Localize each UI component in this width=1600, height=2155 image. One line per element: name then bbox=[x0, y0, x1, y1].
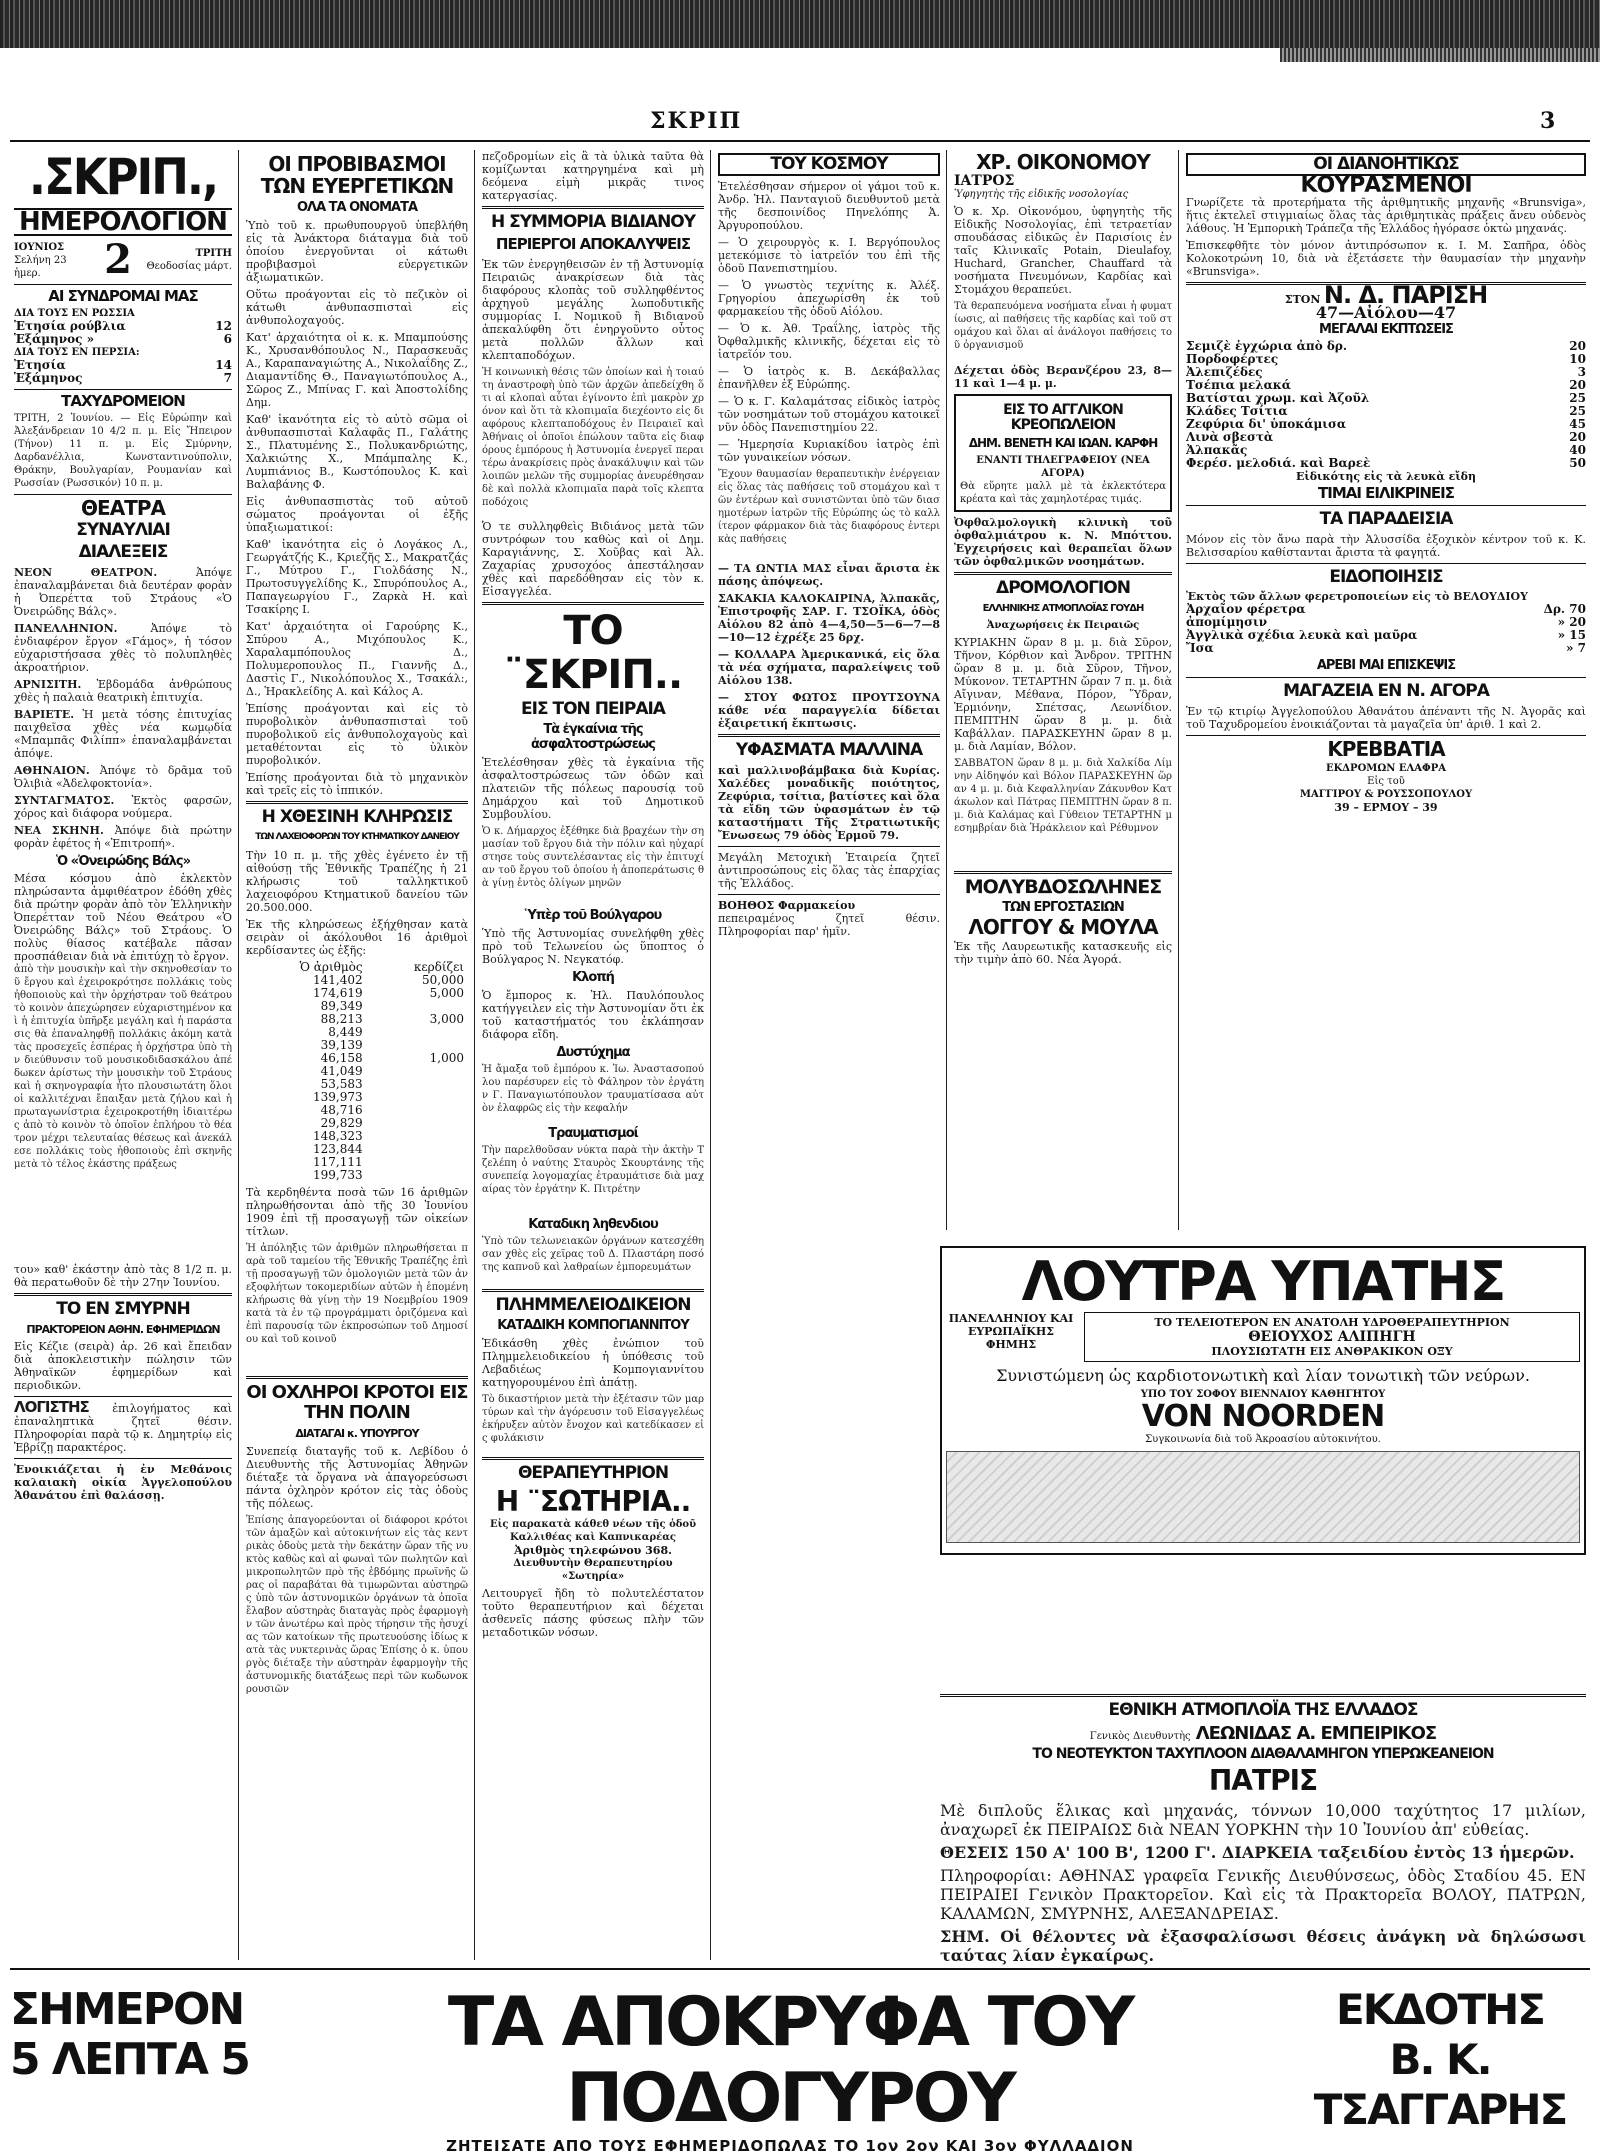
theatre-item bbox=[14, 678, 232, 704]
column-2 bbox=[246, 150, 468, 1960]
ad-line: — ΤΑ ΩΝΤΙΑ ΜΑΣ εἶναι ἄριστα ἐκ πάσης ἀπόψεως. bbox=[718, 562, 940, 588]
post-title: ΤΑΧΥΔΡΟΜΕΙΟΝ bbox=[61, 392, 185, 410]
beds-sub-2: Εἰς τοῦ bbox=[1367, 776, 1405, 787]
filler-text: Ὁ κ. Δήμαρχος ἐξέθηκε διὰ βραχέων τὴν σημασίαν τοῦ ἔργου διὰ τὴν πόλιν καὶ ηὐχαρίστησε τοὺς συντελέσαντας εἰς τὴν ἐπιτυχίαν τοῦ ἔργου τοῦ ὁποίου ἡ ἀποπεράτωσις θὰ γίνῃ ἐντὸς ὀλίγων μηνῶν bbox=[482, 826, 704, 889]
lottery-number: 148,323 bbox=[313, 1129, 363, 1143]
lottery-prize: 1,000 bbox=[429, 1051, 464, 1065]
smyrna-sub: ΠΡΑΚΤΟΡΕΙΟΝ ΑΘΗΝ. ΕΦΗΜΕΡΙΔΩΝ bbox=[26, 1323, 220, 1336]
beds-sub-3: ΜΑΓΓΙΡΟΥ & ΡΟΥΣΣΟΠΟΥΛΟΥ bbox=[1299, 789, 1473, 800]
header-rule bbox=[10, 140, 1590, 142]
court-title: ΠΛΗΜΜΕΛΕΙΟΔΙΚΕΙΟΝ bbox=[495, 1295, 691, 1315]
ship-text: ΚΥΡΙΑΚΗΝ ὥραν 8 μ. μ. διὰ Σῦρον, Τῆνον, Κόρθιον καὶ Ἄνδρον. ΤΡΙΤΗΝ ὥραν 8 μ. μ. διὰ Σῦρον, Τῆνον, Μύκονον. ΤΕΤΑΡΤΗΝ ὥραν 7 π. μ. διὰ Αἴγιναν, Μέθανα, Πόρον, Ὕδραν, Ἑρμιόνην, Σπέτσας, Λεωνίδιον. ΠΕΜΠΤΗΝ ὥραν 8 μ. μ. διὰ Καβάλλαν. ΠΑΡΑΣΚΕΥΗΝ ὥραν 8 μ. μ. διὰ Λαμίαν, Βόλον. bbox=[954, 636, 1172, 753]
price-row-value: 10 bbox=[1569, 352, 1586, 366]
services-title: ΟΙ ΔΙΑΝΟΗΤΙΚΩΣ bbox=[1186, 153, 1586, 176]
promotions-text-7: Κατ' ἀρχαιότητα οἱ Γαρούρης Κ., Σπύρου Α., Μιχόπουλος Κ., Χαραλαμπόπουλος Δ., Πολυμεροπουλος Π., Γιαννῆς Δ., Δαστὶς Γ., Νικολόπουλος Χ., Τσακάλ:, Δ., Ἡρακλείδης Α. καὶ Κάλος Α. bbox=[246, 620, 468, 698]
loutra-bottom: Συγκοινωνία διὰ τοῦ Ἀκροασίου αὐτοκινήτου. bbox=[1145, 1434, 1381, 1445]
price-row-value: 50 bbox=[1569, 456, 1586, 470]
subscription-row-value: 7 bbox=[223, 371, 232, 385]
ad-line: — ΣΤΟΥ ΦΩΤΟΣ ΠΡΟΥΤΣΟΥΝΑ κάθε νέα παραγγελία δίδεται ἐξαιρετική ἔκπτωσις. bbox=[718, 691, 940, 730]
theatre-name: ΑΡΝΙΣΙΤΗ. bbox=[14, 678, 97, 691]
paradise-text: Μόνον εἰς τὸν ἄνω παρὰ τὴν Ἀλυσσίδα ἐξοχικὸν κέντρον τοῦ κ. Κ. Βελισσαρίου καθίστανται ἄριστα τὰ φαγητά. bbox=[1186, 533, 1586, 559]
gang-title: Η ΣΥΜΜΟΡΙΑ ΒΙΔΙΑΝΟΥ bbox=[490, 212, 696, 232]
therap-name: Η ¨ΣΩΤΗΡΙΑ.. bbox=[495, 1485, 691, 1518]
lottery-prize: κερδίζει 50,000 bbox=[413, 960, 464, 987]
promotions-text-3: Κατ' ἀρχαιότητα οἱ κ. κ. Μπαμπούσης Κ., Χρυσανθόπουλος Ν., Παρασκευᾶς Α., Καραπαναγιώτης Α., Νικολαΐδης Ζ., Διαμαντίδης Θ., Παναγιωτόπουλος Α., Σῶρος Ζ., Μπίνας Γ. καὶ Ἀποστολίδης Δημ. bbox=[246, 331, 468, 409]
theatre-text: Ἀπόψε διὰ πρώτην φορὰν ἐφέτος ἡ «Ἐπιτροπή». bbox=[14, 824, 232, 850]
review-title: Ὁ «Ὀνειρώδης Βάλς» bbox=[56, 854, 190, 869]
pharm-text: πεπειραμένος ζητεῖ θέσιν. Πληροφορίαι παρ' ἡμῖν. bbox=[718, 912, 940, 938]
ship2-text: Μὲ διπλοῦς ἕλικας καὶ μηχανάς, τόννων 10,000 ταχύτητος 17 μιλίων, ἀναχωρεῖ ἐκ ΠΕΙΡΑΙΩΣ διὰ ΝΕΑΝ ΥΟΡΚΗΝ τὴν 10 Ἰουνίου ἀπ' εὐθείας. bbox=[940, 1801, 1586, 1839]
calendar-note-left: Σελήνη 23 ἡμερ. bbox=[14, 254, 67, 279]
theatre-name: ΝΕΑ ΣΚΗΝΗ. bbox=[14, 824, 115, 837]
ship-sub: ΕΛΛΗΝΙΚΗΣ ΑΤΜΟΠΛΟΪΑΣ ΓΟΥΔΗ bbox=[982, 603, 1144, 614]
noise-title: ΟΙ ΟΧΛΗΡΟΙ ΚΡΟΤΟΙ ΕΙΣ ΤΗΝ ΠΟΛΙΝ bbox=[246, 1382, 468, 1423]
notice-item: — Ὁ γνωστὸς τεχνίτης κ. Ἀλέξ. Γρηγορίου ἀπεχωρίσθη ἐκ τοῦ φαρμακείου τῆς ὁδοῦ Αἰόλου. bbox=[718, 279, 940, 318]
theatre-name: ΝΕΟΝ ΘΕΑΤΡΟΝ. bbox=[14, 566, 196, 579]
pipes-sub: ΤΩΝ ΕΡΓΟΣΤΑΣΙΩΝ bbox=[1002, 900, 1124, 915]
ad-loutra bbox=[940, 1240, 1586, 1555]
theatre-item bbox=[14, 622, 232, 674]
theatres-title: ΘΕΑΤΡΑ bbox=[81, 496, 165, 520]
theatre-item bbox=[14, 708, 232, 760]
services-sub: ΚΟΥΡΑΣΜΕΝΟΙ bbox=[1300, 173, 1472, 198]
butcher-text: Θὰ εὕρητε μαλλ μὲ τὰ ἐκλεκτότερα κρέατα καὶ τὰς χαμηλοτέρας τιμάς. bbox=[960, 481, 1166, 505]
notices-sub: Ἐκτὸς τῶν ἄλλων φερετροποιείων εἰς τὸ ΒΕΛΟΥΔΙΟΥ bbox=[1186, 590, 1528, 603]
theatre-item bbox=[14, 824, 232, 850]
notice-item: — Ὁ ἰατρὸς κ. Β. Δεκάβαλλας ἐπανῆλθεν ἐξ Εὐρώπης. bbox=[718, 365, 940, 391]
ship2-director-label: Γενικὸς Διευθυντὴς bbox=[1089, 1731, 1191, 1742]
ad-ship bbox=[940, 1690, 1586, 1969]
lottery-number: 88,213 bbox=[320, 1012, 363, 1026]
lottery-number: 174,619 bbox=[313, 986, 363, 1000]
lottery-number: 46,158 bbox=[320, 1051, 363, 1065]
lottery-number: 199,733 bbox=[313, 1168, 363, 1182]
lottery-number: Ὁ ἀριθμὸς 141,402 bbox=[299, 960, 363, 987]
subscription-row-label: Ἐτησία bbox=[14, 358, 66, 372]
promotions-text-2: Οὕτω προάγονται εἰς τὸ πεζικὸν οἱ κάτωθι ἀνθυπασπισταὶ εἰς ἀνθυπολοχαγούς. bbox=[246, 288, 468, 327]
subscription-row-label: Ἑξάμηνος » bbox=[14, 332, 95, 346]
lottery-text-2: Ἐκ τῆς κληρώσεως ἐξήχθησαν κατὰ σειρὰν οἱ ἀκόλουθοι 16 ἀριθμοὶ κερδίσαντες ὡς ἑξῆς: bbox=[246, 918, 468, 957]
shop-title: Ν. Δ. ΠΑΡΙΣΗ bbox=[1323, 281, 1488, 309]
school-text: Μεγάλη Μετοχικὴ Ἑταιρεία ζητεῖ ἀντιπροσώπους εἰς ὅλας τὰς ἐπαρχίας τῆς Ἑλλάδος. bbox=[718, 851, 940, 890]
lottery-number: 123,844 bbox=[313, 1142, 363, 1156]
shop-footer-2: ΤΙΜΑΙ ΕΙΛΙΚΡΙΝΕΙΣ bbox=[1318, 484, 1454, 502]
notice-item: — Ὁ χειρουργὸς κ. Ι. Βεργόπουλος μετεκόμισε τὸ ἰατρεῖόν του ἐπὶ τῆς ὁδοῦ Πανεπιστημίου. bbox=[718, 236, 940, 275]
doctor-text-2: Δέχεται ὁδὸς Βερανζέρου 23, 8—11 καὶ 1—4 μ. μ. bbox=[954, 364, 1172, 390]
subscription-row-value: 6 bbox=[223, 332, 232, 346]
lottery-prize bbox=[367, 1169, 468, 1182]
price-row-value: 45 bbox=[1569, 417, 1586, 431]
promotions-text-8: Ἐπίσης προάγονται καὶ εἰς τὸ πυροβολικὸν ἀνθυπασπισταὶ τοῦ πυροβολικοῦ εἰς ἀνθυπολοχαγοὺς καὶ μεταθέτονται εἰς τὸ ὑλικὸν πυροβολικόν. bbox=[246, 702, 468, 767]
banner-right-2: Β. Κ. ΤΣΑΓΓΑΡΗΣ bbox=[1313, 2035, 1567, 2134]
shop-prefix: ΣΤΟΝ bbox=[1284, 293, 1321, 306]
ship2-text-2: ΘΕΣΕΙΣ 150 Α' 100 Β', 1200 Γ'. ΔΙΑΡΚΕΙΑ ταξειδίου ἐντὸς 13 ἡμερῶν. bbox=[940, 1843, 1575, 1862]
services-text-2: Ἐπισκεφθῆτε τὸν μόνον ἀντιπρόσωπον κ. Ι. Μ. Σαπῆρα, ὁδὸς Κολοκοτρώνη 10, διὰ νὰ ἐξετάσετε τὴν θαυμασίαν τὴν μηχανὴν «Brunsviga». bbox=[1186, 239, 1586, 278]
stores-text: Ἐν τῷ κτιρίῳ Ἀγγελοπούλου Ἀθανάτου ἀπέναντι τῆς Ν. Ἀγορᾶς καὶ τοῦ Ταχυδρομείου ἐνοικιάζονται τὰ μαγαζεῖα ὑπ' ἀριθ. 1 καὶ 2. bbox=[1186, 705, 1586, 731]
filler-text: Τὰ θεραπευόμενα νοσήματα εἶναι ἡ φυματίωσις, αἱ παθήσεις τῆς καρδίας καὶ τοῦ στομάχου καὶ ὅλαι αἱ ἀνάλογοι παθήσεις τοῦ ὀργανισμοῦ bbox=[954, 301, 1172, 351]
ship2-sub: ΤΟ ΝΕΟΤΕΥΚΤΟΝ ΤΑΧΥΠΛΟΟΝ ΔΙΑΘΑΛΑΜΗΓΟΝ ΥΠΕΡΩΚΕΑΝΕΙΟΝ bbox=[1032, 1746, 1494, 1762]
boule-text: Ὑπὸ τῆς Ἀστυνομίας συνελήφθη χθὲς πρὸ τοῦ Τελωνείου ὡς ὕποπτος ὁ Βούλγαρος Ν. Νεγκατόφ. bbox=[482, 927, 704, 966]
loutra-right-1: ΤΟ ΤΕΛΕΙΟΤΕΡΟΝ ΕΝ ΑΝΑΤΟΛΗ ΥΔΡΟΘΕΡΑΠΕΥΤΗΡΙΟΝ bbox=[1154, 1316, 1510, 1329]
shop-footer: Εἰδικότης εἰς τὰ λευκὰ εἴδη bbox=[1295, 470, 1477, 483]
subscription-row-value: 14 bbox=[215, 358, 232, 372]
beds-sub: ΕΚΔΡΟΜΩΝ ΕΛΑΦΡΑ bbox=[1325, 763, 1447, 774]
lottery-text-3: Τὰ κερδηθέντα ποσὰ τῶν 16 ἀριθμῶν πληρωθήσονται ἀπὸ τῆς 30 Ἰουνίου 1909 ἐπὶ τῇ προσαγωγῇ τῶν οἰκείων τίτλων. bbox=[246, 1186, 468, 1238]
column-4 bbox=[718, 150, 940, 1230]
fabric-title: ΥΦΑΣΜΑΤΑ ΜΑΛΛΙΝΑ bbox=[735, 740, 923, 760]
fabric-text: καὶ μαλλινοβάμβακα διὰ Κυρίας. Χαλέδες μοναδικῆς ποιότητος, Ζεφύρια, τσίτια, βατίστες καὶ ὅλα τὰ εἴδη τῶν ὑφασμάτων ἐν τῷ καταστήματι Τῆς Στρατιωτικῆς Ἔνωσεως 79 ὁδὸς Ἑρμοῦ 79. bbox=[718, 764, 940, 842]
lottery-number: 29,829 bbox=[320, 1116, 363, 1130]
filler-text: Ἡ ἀπόληξις τῶν ἀριθμῶν πληρωθήσεται παρὰ τοῦ ταμείου τῆς Ἐθνικῆς Τραπέζης ἐπὶ τῇ προσαγωγῇ τῶν ὁμολογιῶν μετὰ τῶν ἀνεξοφλήτων τοκομεριδίων αὐτῶν ἡ ἑπομένη κλήρωσις θὰ γίνῃ τὴν 19 Νοεμβρίου 1909 κατὰ τὰ ἐν τῷ προγράμματι ὁριζόμενα καὶ ἐπὶ παρουσίᾳ τῶν ἐκπροσώπων τοῦ Δημοσίου καὶ τοῦ κοινοῦ bbox=[246, 1243, 468, 1345]
lottery-number: 41,049 bbox=[320, 1064, 363, 1078]
scan-top-band-2 bbox=[1280, 48, 1600, 62]
column-rule bbox=[474, 150, 475, 1960]
pipes-title: ΜΟΛΥΒΔΟΣΩΛΗΝΕΣ bbox=[964, 876, 1162, 898]
lottery-prize: 5,000 bbox=[429, 986, 464, 1000]
filler-text: Τὸ δικαστήριον μετὰ τὴν ἐξέτασιν τῶν μαρτύρων καὶ τὴν ἀγόρευσιν τοῦ Εἰσαγγελέως ἐκήρυξεν αὐτὸν ἔνοχον καὶ κατεδίκασεν εἰς φυλάκισιν bbox=[482, 1394, 704, 1444]
ship2-name: ΠΑΤΡΙΣ bbox=[1208, 1764, 1318, 1797]
injury-title: Τραυματισμοί bbox=[548, 1126, 638, 1141]
price-row-label: Ἀλεπιζέδες bbox=[1186, 365, 1263, 379]
butcher-sub: ΔΗΜ. ΒΕΝΕΤΗ ΚΑΙ ΙΩΑΝ. ΚΑΡΦΗ bbox=[968, 436, 1158, 450]
lottery-table bbox=[246, 961, 468, 1182]
doctor-sub: ΙΑΤΡΟΣ bbox=[954, 173, 1015, 189]
smyrna-text: Εἰς Κέζιε (σειρὰ) ἀρ. 26 καὶ ἔπειδαν διὰ ἀποκλειστικὴν πώλησιν τῶν Ἀθηναϊκῶν ἐφημερίδων καὶ περιοδικῶν. bbox=[14, 1340, 232, 1392]
promotions-text-9: Ἐπίσης προάγονται διὰ τὸ μηχανικὸν καὶ τρεῖς εἰς τὸ ἱππικόν. bbox=[246, 771, 468, 797]
banner-right-1: ΕΚΔΟΤΗΣ bbox=[1336, 1985, 1544, 2034]
column-3 bbox=[482, 150, 704, 1960]
filler-text: Ἡ κοινωνικὴ θέσις τῶν ὁποίων καὶ ἡ τοιαύτη ἀναστροφὴ ὑπὸ τῶν ἀρχῶν ἀπεδείχθη ὅτι αἱ κλοπαὶ αὗται ἐγίνοντο ἐπὶ μακρὸν χρόνον καὶ ὅτι τὰ κλοπιμαῖα διεχέοντο εἰς διαφόρους κλεπταποδόχους ἐν Πειραιεῖ καὶ Ἀθήναις οἱ ὁποῖοι ἐπώλουν ταῦτα εἰς διαφόρους ἐμπόρους ἡ Ἀστυνομία ἐνεργεῖ περαιτέρω ἀνακρίσεις πρὸς ἀνακάλυψιν καὶ τῶν λοιπῶν μελῶν τῆς συμμορίας ἀνευρέθησαν δὲ καὶ πολλὰ κλοπιμαῖα παρὰ τοῖς κλεπταποδόχοις bbox=[482, 367, 704, 508]
theatre-name: ΠΑΝΕΛΛΗΝΙΟΝ. bbox=[14, 622, 151, 635]
ship2-text-4: ΣΗΜ. Οἱ θέλοντες νὰ ἐξασφαλίσωσι θέσεις ἀνάγκη νὰ δηλώσωσι ταύτας λίαν ἐγκαίρως. bbox=[940, 1927, 1586, 1965]
ship-title: ΔΡΟΜΟΛΟΓΙΟΝ bbox=[996, 578, 1130, 598]
therap-text: Εἰς παρακατὰ κάθεθ νέων τῆς ὁδοῦ Καλλιθέας καὶ Καπνικαρέας bbox=[489, 1519, 697, 1543]
world-title: ΤΟΥ ΚΟΣΜΟΥ bbox=[718, 153, 940, 176]
gang-text: Ἐκ τῶν ἐνεργηθεισῶν ἐν τῇ Ἀστυνομίᾳ Πειραιῶς ἀνακρίσεων διὰ τὰς διαφόρους κλοπὰς τοῦ συλληφθέντος ἀρχηγοῦ μεγάλης λωποδυτικῆς συμμορίας Ι. Νομικοῦ ἢ Βιδιανοῦ ἀπεκαλύφθη ὅτι ἐνηργοῦντο οὗτος μετὰ πολλῶν ἄλλων καὶ κλεπταποδόχων. bbox=[482, 258, 704, 362]
lottery-prize bbox=[367, 1078, 468, 1091]
promotions-title: ΟΙ ΠΡΟΒΙΒΑΣΜΟΙ ΤΩΝ ΕΥΕΡΓΕΤΙΚΩΝ bbox=[260, 152, 454, 198]
ship-sub-2: Ἀναχωρήσεις ἐκ Πειραιῶς bbox=[986, 620, 1140, 631]
column-rule bbox=[710, 150, 711, 1960]
theatre-item bbox=[14, 764, 232, 790]
lottery-prize bbox=[367, 1156, 468, 1169]
skrip-title: ΤΟ ¨ΣΚΡΙΠ.. bbox=[503, 608, 683, 698]
lottery-number: 39,139 bbox=[320, 1038, 363, 1052]
coffin-price-row-value: » 15 bbox=[1557, 628, 1586, 642]
ship2-text-3: Πληροφορίαι: ΑΘΗΝΑΣ γραφεῖα Γενικῆς Διευθύνσεως, ὁδὸς Σταδίου 45. ΕΝ ΠΕΙΡΑΙΕΙ Γενικὸν Πρακτορεῖον. Καὶ εἰς τὰ Πρακτορεῖα ΒΟΛΟΥ, ΠΑΤΡΩΝ, ΚΑΛΑΜΩΝ, ΣΜΥΡΝΗΣ, ΑΛΕΞΑΝΔΡΕΙΑΣ. bbox=[940, 1866, 1586, 1923]
lottery-prize bbox=[367, 1104, 468, 1117]
doctor-text: Ὁ κ. Χρ. Οἰκονόμου, ὑφηγητὴς τῆς Εἰδικῆς Νοσολογίας, ἐπὶ τετραετίαν σπουδάσας εἰδικῶς ἐν Παρισίοις ἐν ταῖς Κλινικαῖς Potain, Dieulafoy, Huchard, Grancher, Chauffard τὰ νοσήματα Πνευμόνων, Καρδίας καὶ Στομάχου θεραπεύει. bbox=[954, 205, 1172, 296]
lottery-prize bbox=[367, 1143, 468, 1156]
coffin-price-row-value: » 7 bbox=[1565, 641, 1586, 655]
lottery-text: Τὴν 10 π. μ. τῆς χθὲς ἐγένετο ἐν τῇ αἰθούσῃ τῆς Ἐθνικῆς Τραπέζης ἡ 21 κλήρωσις τοῦ ταλληκτικοῦ λαχειοφόρου Κτηματικοῦ δανείου τῶν 20.500.000. bbox=[246, 849, 468, 914]
lottery-title: Η ΧΘΕΣΙΝΗ ΚΛΗΡΩΣΙΣ bbox=[261, 807, 453, 827]
top-text: πεζοδρομίων εἰς ἃ τὰ ὑλικὰ ταῦτα θὰ κομίζωνται κατηργημένα καὶ μὴ δεόμενα εἰμὴ μικρᾶς τινος κατεργασίας. bbox=[482, 150, 704, 202]
subs-title: ΑΙ ΣΥΝΔΡΟΜΑΙ ΜΑΣ bbox=[48, 287, 198, 305]
stores-title: ΜΑΓΑΖΕΙΑ ΕΝ Ν. ΑΓΟΡΑ bbox=[1283, 681, 1489, 701]
calendar-day: 2 bbox=[104, 236, 132, 283]
price-row-value: 3 bbox=[1577, 365, 1586, 379]
promotions-text-6: Καθ' ἱκανότητα εἰς ὁ Λογάκος Λ., Γεωργάτζής Κ., Κριεζῆς Σ., Μακρατζάς Γ., Μύτρου Γ., Γιολδάσης Ν., Πρωτοσυγγελίδης Κ., Σπυρόπουλος Α., Παπαγεωργίου Γ., Ζαρκὰ Η. καὶ Τσακίρης Ι. bbox=[246, 538, 468, 616]
coffin-price-row-label: Ἀγγλικὰ σχέδια λευκὰ καὶ μαῦρα bbox=[1186, 628, 1418, 642]
ship2-title: ΕΘΝΙΚΗ ΑΤΜΟΠΛΟΪΑ ΤΗΣ ΕΛΛΑΔΟΣ bbox=[1108, 1700, 1418, 1720]
notices-end: ΑΡΕΒΙ ΜΑΙ ΕΠΙΣΚΕΨΙΣ bbox=[1316, 658, 1456, 673]
theatre-name: ΑΘΗΝΑΙΟΝ. bbox=[14, 764, 100, 777]
notice-item: — Ἡμερησία Κυριακίδου ἰατρὸς ἐπὶ τῶν γυναικείων νόσων. bbox=[718, 438, 940, 464]
subscription-row bbox=[14, 372, 232, 385]
theft-text: Ὁ ἔμπορος κ. Ἠλ. Παυλόπουλος κατήγγειλεν εἰς τὴν Ἀστυνομίαν ὅτι ἐκ τοῦ καταστήματός του ἐκλάπησαν διάφορα εἴδη. bbox=[482, 989, 704, 1041]
lottery-number: 8,449 bbox=[328, 1025, 363, 1039]
price-row-value: 20 bbox=[1569, 430, 1586, 444]
boule-title: Ὑπὲρ τοῦ Βούλγαρου bbox=[524, 908, 662, 923]
column-5 bbox=[954, 150, 1172, 1230]
accident-title: Δυστύχημα bbox=[556, 1045, 630, 1060]
lottery-prize bbox=[367, 1065, 468, 1078]
coffin-price-row-value: Δρ. 70 bbox=[1543, 602, 1586, 616]
eye-text: Ὀφθαλμολογικὴ κλινικὴ τοῦ ὀφθαλμιάτρου κ. Ν. Μπόττου. Ἐγχειρήσεις καὶ θεραπεῖαι ὅλων τῶν ὀφθαλμικῶν νοσημάτων. bbox=[954, 516, 1172, 568]
loutra-title: ΛΟΥΤΡΑ ΥΠΑΤΗΣ bbox=[1021, 1250, 1505, 1313]
promotions-text-4: Καθ' ἱκανότητα εἰς τὸ αὐτὸ σῶμα οἱ ἀνθυπασπισταὶ Καλαφᾶς Π., Γαλάτης Σ., Πλατυμένης Σ., Πολυκανδριώτης, Χαλκιώτης Χ., Μπάμπαλης Κ., Λυμπιάνιος Β., Κωστόπουλος Κ. καὶ Βαλαβάνης Φ. bbox=[246, 413, 468, 491]
price-row-value: 25 bbox=[1569, 404, 1586, 418]
banner-sub: ΖΗΤΕΙΣΑΤΕ ΑΠΟ ΤΟΥΣ ΕΦΗΜΕΡΙΔΟΠΩΛΑΣ ΤΟ 1ον 2ον ΚΑΙ 3ον ΦΥΛΛΑΔΙΟΝ bbox=[446, 2137, 1134, 2155]
column-1 bbox=[14, 150, 232, 1960]
bottom-banner bbox=[0, 1983, 1600, 2155]
concerts-title: ΣΥΝΑΥΛΙΑΙ bbox=[76, 520, 170, 540]
filler-text: ἀπὸ τὴν μουσικὴν καὶ τὴν σκηνοθεσίαν τοῦ ἔργου καὶ ἐχειροκρότησε πολλάκις τοὺς ἠθοποιοὺς καὶ τὴν ὀρχήστραν τοῦ θεάτρου τὸ κοινὸν ἀπεχώρησεν εὐχαριστημένον καὶ ἡ ἐπιτυχία ὑπῆρξε μεγάλη καὶ ἡ παράστασις θὰ ἐπαναληφθῇ πολλάκις ἀκόμη κατὰ τὰς προσεχεῖς ἑσπέρας ἡ ὀρχήστρα ὑπὸ τὴν διεύθυνσιν τοῦ μουσικοδιδασκάλου ἀπέδωκεν ἀρίστως τὴν μουσικὴν τοῦ Στράους καὶ ἡ σκηνογραφία ἦτο πλουσιωτάτη ὅλοι οἱ καλλιτέχναι ἔπαιξαν μετὰ ζήλου καὶ ἡ πρωταγωνίστρια ἐχειροκροτήθη ἰδιαιτέρως ἀπὸ τὸ κοινὸν τὸ ὁποῖον ἐπλήρου τὸ θέατρον μέχρι τελευταίας θέσεως καὶ ἀνεκάλεσε πολλάκις τοὺς ἠθοποιοὺς ἐπὶ σκηνῆς μετὰ τὸ τέλος ἑκάστης πράξεως bbox=[14, 964, 232, 1170]
ad-line: — ΚΟΛΛΑΡΑ Ἀμερικανικά, εἰς ὅλα τὰ νέα σχήματα, παραλείψεις τοῦ Αἰόλου 138. bbox=[718, 648, 940, 687]
gang-text-2: Ὁ τε συλληφθεὶς Βιδιάνος μετὰ τῶν συντρόφων του καθὼς καὶ οἱ Δημ. Καραγιάννης, Σ. Χοῦβας καὶ Ἀλ. Ζαχαρίας χρυσοχόος ἀπεστάλησαν χθὲς καὶ παρεδόθησαν εἰς τὸν κ. Εἰσαγγελέα. bbox=[482, 520, 704, 598]
noise-sub: ΔΙΑΤΑΓΑΙ κ. ΥΠΟΥΡΓΟΥ bbox=[295, 1427, 419, 1440]
theatre-name: ΒΑΡΙΕΤΕ. bbox=[14, 708, 83, 721]
shop-sub: ΜΕΓΑΛΑΙ ΕΚΠΤΩΣΕΙΣ bbox=[1319, 322, 1453, 337]
logistis-text: ἐπιλογήματος καὶ ἐπαναληπτικὰ ζητεῖ θέσιν. Πληροφορίαι παρὰ τῷ κ. Δημητρίῳ εἰς Ἐβρίζῃ παρακτέρος. bbox=[14, 1402, 233, 1454]
butcher-title: ΕΙΣ ΤΟ ΑΓΓΛΙΚΟΝ ΚΡΕΟΠΩΛΕΙΟΝ bbox=[1003, 402, 1123, 433]
asphalt-title: Τὰ ἐγκαίνια τῆς ἀσφαλτοστρώσεως bbox=[530, 722, 655, 752]
pharm-title: ΒΟΗΘΟΣ Φαρμακείου bbox=[718, 899, 856, 912]
banner-left-2: 5 ΛΕΠΤΑ 5 bbox=[10, 2034, 249, 2085]
loutra-left: ΠΑΝΕΛΛΗΝΙΟΥ ΚΑΙ ΕΥΡΩΠΑΪΚΗΣ ΦΗΜΗΣ bbox=[948, 1312, 1074, 1351]
calendar-weekday: ΤΡΙΤΗ bbox=[195, 248, 232, 259]
coffin-price-row bbox=[1186, 629, 1586, 642]
subscription-row-label: Ἐτησία ρούβλια bbox=[14, 319, 126, 333]
lottery-row bbox=[246, 1169, 468, 1182]
theatre-item bbox=[14, 566, 232, 618]
lottery-number: 48,716 bbox=[320, 1103, 363, 1117]
calendar-date bbox=[14, 236, 232, 283]
header-title: ΣΚΡΙΠ bbox=[650, 108, 743, 134]
court-sub: ΚΑΤΑΔΙΚΗ ΚΟΜΠΟΓΙΑΝΝΙΤΟΥ bbox=[497, 1318, 689, 1333]
calendar-title: ΗΜΕΡΟΛΟΓΙΟΝ bbox=[14, 208, 232, 236]
coffin-price-row-value: » 20 bbox=[1557, 615, 1586, 629]
butcher-sub-2: ΕΝΑΝΤΙ ΤΗΛΕΓΡΑΦΕΙΟΥ (ΝΕΑ ΑΓΟΡΑ) bbox=[976, 455, 1150, 479]
coffin-price-row bbox=[1186, 642, 1586, 655]
beds-title: ΚΡΕΒΒΑΤΙΑ bbox=[1327, 737, 1445, 761]
loutra-text: Συνιστώμενη ὡς καρδιοτονωτικὴ καὶ λίαν τονωτικὴ τῶν νεύρων. bbox=[996, 1366, 1530, 1385]
pipes-text: Ἐκ τῆς Λαυρεωτικῆς κατασκευῆς εἰς τὴν τιμὴν ἀπὸ 60. Νέα Ἀγορά. bbox=[954, 940, 1172, 966]
loutra-right-3: ΠΛΟΥΣΙΩΤΑΤΗ ΕΙΣ ΑΝΘΡΑΚΙΚΟΝ ΟΞΥ bbox=[1211, 1345, 1453, 1358]
promotions-text-1: Ὑπὸ τοῦ κ. πρωθυπουργοῦ ὑπεβλήθη εἰς τὰ Ἀνάκτορα διάταγμα διὰ τοῦ ὁποίου ἐνεργοῦνται οἱ κάτωθι προβιβασμοὶ εὐεργετικῶν ἀξιωματικῶν. bbox=[246, 219, 468, 284]
column-6 bbox=[1186, 150, 1586, 1230]
masthead: .ΣΚΡΙΠ., bbox=[28, 148, 218, 206]
price-row-value: 40 bbox=[1569, 443, 1586, 457]
subs-russia: ΔΙΑ ΤΟΥΣ ΕΝ ΡΩΣΣΙΑ bbox=[14, 308, 135, 319]
coffin-price-row-label: Ἀρχαῖον φέρετρα bbox=[1186, 602, 1306, 616]
tail-text: Ἐνοικιάζεται ἡ ἐν Μεθάνοις καλαιακὴ οἰκία Ἀγγελοπούλου Ἀθανάτου ἐπὶ θαλάσσῃ. bbox=[14, 1463, 232, 1502]
calendar-note-right: Θεοδοσίας μάρτ. bbox=[146, 261, 232, 272]
lottery-prize bbox=[367, 1091, 468, 1104]
noise-text: Συνεπείᾳ διαταγῆς τοῦ κ. Λεβίδου ὁ Διευθυντὴς τῆς Ἀστυνομίας Ἀθηνῶν διέταξε τὰ ὄργανα νὰ ἀπαγορεύσωσι πάντα ὀχληρὸν κρότον εἰς τὰς ὁδοὺς τῆς πόλεως. bbox=[246, 1445, 468, 1510]
lottery-prize: 3,000 bbox=[429, 1012, 464, 1026]
price-row-value: 20 bbox=[1569, 339, 1586, 353]
lectures-title: ΔΙΑΛΕΞΕΙΣ bbox=[78, 542, 168, 562]
filler-text: ΣΑΒΒΑΤΟΝ ὥραν 8 μ. μ. διὰ Χαλκίδα Λίμνην Αἰδηψόν καὶ Βόλον ΠΑΡΑΣΚΕΥΗΝ ὥραν 4 μ. μ. διὰ Κεφαλληνίαν Ζάκυνθον Κατάκωλον καὶ Πάτρας ΠΕΜΠΤΗΝ ὥραν 8 π. μ. διὰ Καλάμας καὶ Γύθειον ΤΕΤΑΡΤΗΝ μεσημβρίαν διὰ Ἡράκλειον καὶ Ρέθυμνον bbox=[954, 758, 1172, 834]
shop-address: 47—Αἰόλου—47 bbox=[1315, 303, 1457, 322]
filler-text: Ἐπίσης ἀπαγορεύονται οἱ διάφοροι κρότοι τῶν ἁμαξῶν καὶ αὐτοκινήτων εἰς τὰς κεντρικὰς ὁδοὺς μετὰ τὴν δεκάτην ὥραν τῆς νυκτὸς καθὼς καὶ αἱ φωναὶ τῶν πωλητῶν καὶ μικροπωλητῶν πρὸ τῆς ἑβδόμης πρωϊνῆς ὥρας οἱ παραβάται θὰ τιμωρῶνται αὐστηρῶς ὑπὸ τῶν ἀστυνομικῶν ὀργάνων τὰ ὁποῖα ἔλαβον αὐστηρὰς διαταγὰς πρὸς ἐφαρμογὴν τῶν ἀνωτέρω καὶ πρὸς τήρησιν τῆς ἡσυχίας τῶν κατοίκων τῆς πρωτευούσης ἰδίως κατὰ τὰς νυκτερινὰς ὥρας Ἐπίσης ὁ κ. ὑπουργὸς διέταξε τὴν αὐστηρὰν ἐφαρμογὴν τῆς ἀστυνομικῆς διατάξεως περὶ τῶν κωδωνοκρουσιῶν bbox=[246, 1515, 468, 1695]
services-text: Γνωρίζετε τὰ προτερήματα τῆς ἀριθμητικῆς μηχανῆς «Brunsviga», ἥτις ἐκτελεῖ στιγμιαίως ὅλας τὰς ἀριθμητικὰς πράξεις ἄνευ οὐδενὸς λάθους. Ἡ Ἐμπορικὴ Τράπεζα τῆς Ἑλλάδος ἠγόρασε ὀκτὼ μηχανάς. bbox=[1186, 196, 1586, 235]
banner-title: ΤΑ ΑΠΟΚΡΥΦΑ ΤΟΥ ΠΟΔΟΓΥΡΟΥ bbox=[447, 1983, 1133, 2138]
theatre-name: ΣΥΝΤΑΓΜΑΤΟΣ. bbox=[14, 794, 132, 807]
scan-top-band bbox=[0, 0, 1600, 48]
price-row-label: Ἀλπακᾶς bbox=[1186, 443, 1248, 457]
column-rule bbox=[946, 150, 947, 1230]
price-row-label: Βατίσται χρωμ. καὶ Ἀζοῦλ bbox=[1186, 391, 1370, 405]
price-row-label: Σεμιζὲ ἐγχώρια ἀπὸ δρ. bbox=[1186, 339, 1348, 353]
engagement-text: Ἐτελέσθησαν σήμερον οἱ γάμοι τοῦ κ. Ἀνδρ. Ἠλ. Πανταγιοῦ διευθυντοῦ μετὰ τῆς δεσποινίδος Πηνελόπης Ἀ. Ἀργυροπούλου. bbox=[718, 180, 940, 232]
theatre-text: Ἐβδομάδα ἀνθρώπους χθὲς ἡ παλαιὰ θεατρικὴ ἐπιτυχία. bbox=[14, 678, 232, 704]
promotions-subtitle: ΟΛΑ ΤΑ ΟΝΟΜΑΤΑ bbox=[296, 200, 418, 215]
page-header bbox=[0, 108, 1600, 136]
loutra-right-2: ΘΕΙΟΥΧΟΣ ΑΛΙΠΗΓΗ bbox=[1248, 1329, 1416, 1345]
theatre-text: Ἐκτὸς φαρσῶν, χόρος καὶ διάφορα νούμερα. bbox=[14, 794, 232, 820]
lottery-number: 139,973 bbox=[313, 1090, 363, 1104]
lottery-row bbox=[246, 961, 468, 987]
theatre-text: Ἀπόψε τὸ δρᾶμα τοῦ Ὀλιβιὰ «Ἀδελφοκτονία». bbox=[14, 764, 232, 790]
filler-text: Τὴν παρελθοῦσαν νύκτα παρὰ τὴν ἀκτὴν Τζελέπη ὁ ναύτης Σταυρὸς Σκουρτάνης τῆς συνεπείᾳ λογομαχίας ἐτραυμάτισε διὰ μαχαίρας τὸν ἐργάτην Κ. Πιτρέτην bbox=[482, 1145, 704, 1195]
subscription-row bbox=[14, 333, 232, 346]
ad-line: ΣΑΚΑΚΙΑ ΚΑΛΟΚΑΙΡΙΝΑ, Ἀλπακᾶς, Ἐπιστροφῆς ΣΑΡ. Γ. ΤΣΟΪΚΑ, ὁδὸς Αἰόλου 82 ἀπὸ 4—4,50—5—6—7—8—10—12 ἐχρέξε 25 δρχ. bbox=[718, 592, 940, 644]
theft-title: Κλοπή bbox=[572, 970, 614, 985]
price-row-label: Φερέσ. μελοδιά. καὶ Βαρεὲ bbox=[1186, 456, 1371, 470]
price-row-value: 25 bbox=[1569, 391, 1586, 405]
theatre-item bbox=[14, 794, 232, 820]
ship2-director: ΛΕΩΝΙΔΑΣ Α. ΕΜΠΕΙΡΙΚΟΣ bbox=[1195, 1723, 1437, 1744]
logistis-title: ΛΟΓΙΣΤΗΣ bbox=[14, 1398, 89, 1416]
post-text: ΤΡΙΤΗ, 2 Ἰουνίου. — Εἰς Εὐρώπην καὶ Ἀλεξάνδρειαν 10 4/2 π. μ. Εἰς Ἤπειρον (Τήνον) 11 π. μ. Εἰς Σμύρνην, Δαρδανέλλια, Κωνσταντινούπολιν, Θράκην, Βουλγαρίαν, Ρουμανίαν καὶ Ρωσσίαν (Ρωσσικόν) 10 π. μ. bbox=[14, 413, 232, 489]
coffin-price-row-label: ἀπομίμησιν bbox=[1186, 615, 1268, 629]
notice-item: — Ὁ κ. Γ. Καλαμάτσας εἰδικὸς ἰατρὸς τῶν νοσημάτων τοῦ στομάχου κατοικεῖ νῦν ὁδὸς Πανεπιστημίου 22. bbox=[718, 395, 940, 434]
banner-rule bbox=[10, 1968, 1590, 1970]
theatre-text: Ἀπόψε ἐπαναλαμβάνεται διὰ δευτέραν φορὰν ἡ Ὀπερέττα τοῦ Στράους «Ὁ Ὀνειρώδης Βάλς». bbox=[14, 566, 232, 618]
therap-text-2: Λειτουργεῖ ἤδη τὸ πολυτελέστατον τοῦτο θεραπευτήριον καὶ δέχεται ἀσθενεῖς πάσης φύσεως πλὴν τῶν μεταδοτικῶν νόσων. bbox=[482, 1587, 704, 1639]
price-row-label: Κλάδες Τσίτια bbox=[1186, 404, 1288, 418]
banner-left-1: ΣΗΜΕΡΟΝ bbox=[10, 1984, 244, 2035]
lawsuit-title: Καταδικη ληθενδιου bbox=[528, 1217, 658, 1232]
subs-persia: ΔΙΑ ΤΟΥΣ ΕΝ ΠΕΡΣΙΑ: bbox=[14, 347, 140, 358]
lottery-number: 117,111 bbox=[313, 1155, 363, 1169]
filler-text: Ἡ ἄμαξα τοῦ ἐμπόρου κ. Ἰω. Ἀναστασοπούλου παρέσυρεν εἰς τὸ Φάληρον τὸν ἐργάτην Γ. Παναγιωτόπουλον τραυματίσασα αὐτὸν ἐλαφρῶς εἰς τὴν κεφαλήν bbox=[482, 1064, 704, 1114]
price-row-label: Πορδοφέρτες bbox=[1186, 352, 1279, 366]
price-row bbox=[1186, 457, 1586, 470]
notices-title: ΕΙΔΟΠΟΙΗΣΙΣ bbox=[1329, 567, 1443, 587]
smyrna-title: ΤΟ ΕΝ ΣΜΥΡΝΗ bbox=[56, 1299, 190, 1319]
beds-address: 39 – ΕΡΜΟΥ – 39 bbox=[1334, 801, 1438, 814]
paradise-title: ΤΑ ΠΑΡΑΔΕΙΣΙΑ bbox=[1319, 509, 1453, 529]
price-row-value: 20 bbox=[1569, 378, 1586, 392]
subscription-row-value: 12 bbox=[215, 319, 232, 333]
price-row-label: Ζεφύρια δι' ὑποκάμισα bbox=[1186, 417, 1347, 431]
loutra-name: VON NOORDEN bbox=[1141, 1399, 1385, 1434]
subscription-row-label: Ἑξάμηνος bbox=[14, 371, 83, 385]
filler-text: Ἔχουν θαυμασίαν θεραπευτικὴν ἐνέργειαν εἰς ὅλας τὰς παθήσεις τοῦ στομάχου καὶ τῶν ἐντέρων καὶ συνιστῶνται ὑπὸ τῶν διασημοτέρων ἰατρῶν τῆς Εὐρώπης ὡς τὸ καλλίτερον φάρμακον διὰ τὰς διαφόρους ἐντερικὰς παθήσεις bbox=[718, 469, 940, 545]
theatre-text: Ἀπόψε τὸ ἐνδιαφέρον ἔργον «Γάμος», ἡ τόσον εὐχαριστήσασα χθὲς τὸ πολυπληθὲς ἀκροατήριον. bbox=[14, 622, 232, 674]
column-rule bbox=[1178, 150, 1179, 1230]
lottery-prize bbox=[367, 1117, 468, 1130]
price-row-label: Λινὰ σβεστὰ bbox=[1186, 430, 1274, 444]
calendar-month: ΙΟΥΝΙΟΣ bbox=[14, 241, 65, 253]
price-row-label: Τσέπια μελακά bbox=[1186, 378, 1292, 392]
review-text: Μέσα κόσμου ἀπὸ ἐκλεκτὸν πληρώσαντα ἀμφιθέατρον ἐδόθη χθὲς διὰ πρώτην φορὰν ἀπὸ τὸν Ἑλληνικὴν Ὀπερέτταν τοῦ Νέου Θεάτρου «Ὁ Ὀνειρώδης Βάλς» τοῦ Στράους. Ὁ πολὺς θίασος κατέβαλε πᾶσαν προσπάθειαν διὰ νὰ ἐπιτύχῃ τὸ ἔργον. bbox=[14, 872, 232, 963]
bath-illustration bbox=[946, 1451, 1580, 1543]
column-rule bbox=[238, 150, 239, 1960]
lottery-prize bbox=[367, 1026, 468, 1039]
review-end: του» καθ' ἑκάστην ἀπὸ τὰς 8 1/2 π. μ. θὰ περατωθοῦν δὲ τὴν 27ην Ἰουνίου. bbox=[14, 1263, 232, 1289]
gang-sub: ΠΕΡΙΕΡΓΟΙ ΑΠΟΚΑΛΥΨΕΙΣ bbox=[495, 235, 691, 253]
court-text: Ἐδικάσθη χθὲς ἐνώπιον τοῦ Πλημμελειοδικείου ἡ ὑπόθεσις τοῦ Λεβαδιέως Κομπογιαννίτου κατηγορουμένου ἐπὶ ἀπάτῃ. bbox=[482, 1337, 704, 1389]
doctor-sub-2: Ὑφηγητὴς τῆς εἰδικῆς νοσολογίας bbox=[954, 189, 1129, 200]
filler-text: Ὑπὸ τῶν τελωνειακῶν ὀργάνων κατεσχέθησαν χθὲς εἰς χεῖρας τοῦ Δ. Πλαστάρη ποσότης καπνοῦ καὶ λαθραίων ἐμπορευμάτων bbox=[482, 1236, 704, 1273]
therap-phone: Ἀριθμὸς τηλεφώνου 368. bbox=[514, 1544, 672, 1557]
coffin-price-row-label: Ἴσα bbox=[1186, 641, 1214, 655]
lottery-number: 89,349 bbox=[320, 999, 363, 1013]
pipes-name: ΛΟΓΓΟΥ & ΜΟΥΛΑ bbox=[968, 915, 1158, 939]
therap-title: ΘΕΡΑΠΕΥΤΗΡΙΟΝ bbox=[517, 1463, 669, 1483]
loutra-by: ΥΠΟ ΤΟΥ ΣΟΦΟΥ ΒΙΕΝΝΑΙΟΥ ΚΑΘΗΓΗΤΟΥ bbox=[1140, 1389, 1386, 1400]
page-number: 3 bbox=[1540, 108, 1556, 134]
lottery-sub: ΤΩΝ ΛΑΧΕΙΟΦΟΡΩΝ ΤΟΥ ΚΤΗΜΑΤΙΚΟΥ ΔΑΝΕΙΟΥ bbox=[255, 832, 459, 842]
skrip-sub: ΕΙΣ ΤΟΝ ΠΕΙΡΑΙΑ bbox=[521, 699, 665, 719]
promotions-text-5: Εἰς ἀνθυπασπιστὰς τοῦ αὐτοῦ σώματος προάγονται οἱ ἐξῆς ὑπαξιωματικοί: bbox=[246, 495, 468, 534]
asphalt-text: Ἐτελέσθησαν χθὲς τὰ ἐγκαίνια τῆς ἀσφαλτοστρώσεως τῶν ὁδῶν καὶ πλατειῶν τῆς πόλεως παρουσίᾳ τοῦ Δημάρχου καὶ τοῦ Δημοτικοῦ Συμβουλίου. bbox=[482, 756, 704, 821]
notice-item: — Ὁ κ. Ἀθ. Τραΐλης, ἰατρὸς τῆς Ὀφθαλμικῆς κλινικῆς, δέχεται εἰς τὸ ἰατρεῖόν του. bbox=[718, 322, 940, 361]
lottery-prize bbox=[367, 1130, 468, 1143]
doctor-title: ΧΡ. ΟΙΚΟΝΟΜΟΥ bbox=[976, 150, 1150, 174]
lottery-number: 53,583 bbox=[320, 1077, 363, 1091]
theatre-text: Ἡ μετὰ τόσης ἐπιτυχίας παιχθεῖσα χθὲς νέα κωμῳδία «Μπαμπᾶς Φιλίππ» ἐπαναλαμβάνεται ἀπόψε. bbox=[14, 708, 232, 760]
therap-director: Διευθυντὴν Θεραπευτηρίου «Σωτηρία» bbox=[513, 1558, 673, 1582]
